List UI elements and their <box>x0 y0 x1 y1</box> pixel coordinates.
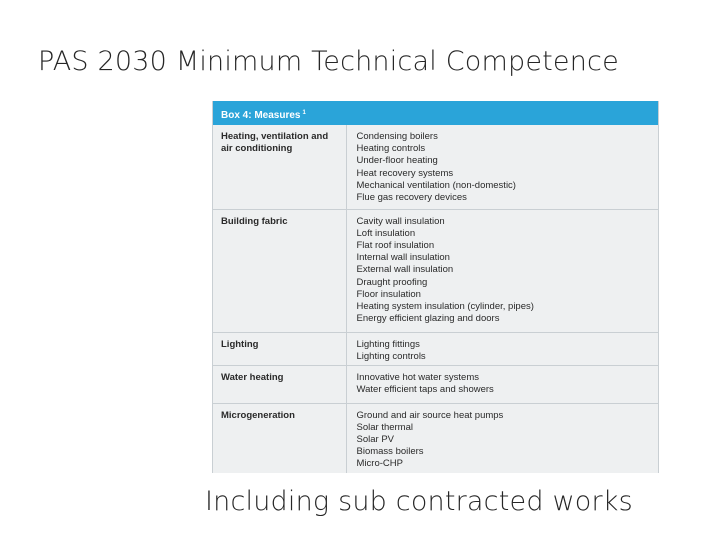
measure-item: Condensing boilers <box>356 131 438 142</box>
measure-item: Loft insulation <box>356 227 416 239</box>
measure-item: Heating controls <box>356 143 426 155</box>
measure-category: Water heating <box>213 365 346 403</box>
measure-item: External wall insulation <box>356 264 454 276</box>
measure-category: Lighting <box>213 332 346 365</box>
measure-item: Solar PV <box>356 433 394 445</box>
measure-item: Biomass boilers <box>356 446 424 458</box>
measure-item: Heating system insulation (cylinder, pipes) <box>356 300 534 312</box>
table-row <box>213 365 658 403</box>
measure-category: Heating, ventilation and air conditioning <box>213 125 346 209</box>
table-row <box>213 403 658 473</box>
measure-item: Lighting fittings <box>356 338 420 350</box>
measure-item: Micro-CHP <box>356 458 403 470</box>
measure-item: Floor insulation <box>356 288 421 300</box>
measure-item: Flue gas recovery devices <box>356 192 467 204</box>
measure-item: Lighting controls <box>356 350 426 362</box>
measure-category: Building fabric <box>213 209 346 332</box>
measure-item: Draught proofing <box>356 276 428 288</box>
measures-box <box>212 101 659 473</box>
table-row <box>213 125 658 209</box>
measure-item: Internal wall insulation <box>356 252 450 264</box>
measure-items <box>346 125 658 209</box>
measure-item: Innovative hot water systems <box>356 371 479 383</box>
measure-category: Microgeneration <box>213 403 346 473</box>
measure-items <box>346 209 658 332</box>
measure-items <box>346 365 658 403</box>
measure-items <box>346 332 658 365</box>
box-header-footnote: 1 <box>302 110 306 116</box>
measures-table <box>213 125 658 473</box>
measure-item: Heat recovery systems <box>356 167 454 179</box>
measure-item: Flat roof insulation <box>356 239 435 251</box>
measure-item: Under-floor heating <box>356 155 438 167</box>
measure-item: Ground and air source heat pumps <box>356 409 504 421</box>
measure-items <box>346 403 658 473</box>
measure-item: Solar thermal <box>356 421 413 433</box>
slide-title: PAS 2030 Minimum Technical Competence <box>38 46 619 77</box>
measures-table-body <box>213 125 658 473</box>
measure-item: Cavity wall insulation <box>356 215 445 227</box>
box-header <box>213 101 658 125</box>
measure-item: Water efficient taps and showers <box>356 383 494 395</box>
measure-item: Mechanical ventilation (non-domestic) <box>356 179 516 191</box>
table-row <box>213 332 658 365</box>
box-header-label: Box 4: Measures <box>221 110 301 121</box>
footer-caption: Including sub contracted works <box>205 486 633 517</box>
measure-item: Energy efficient glazing and doors <box>356 313 500 325</box>
table-row <box>213 209 658 332</box>
